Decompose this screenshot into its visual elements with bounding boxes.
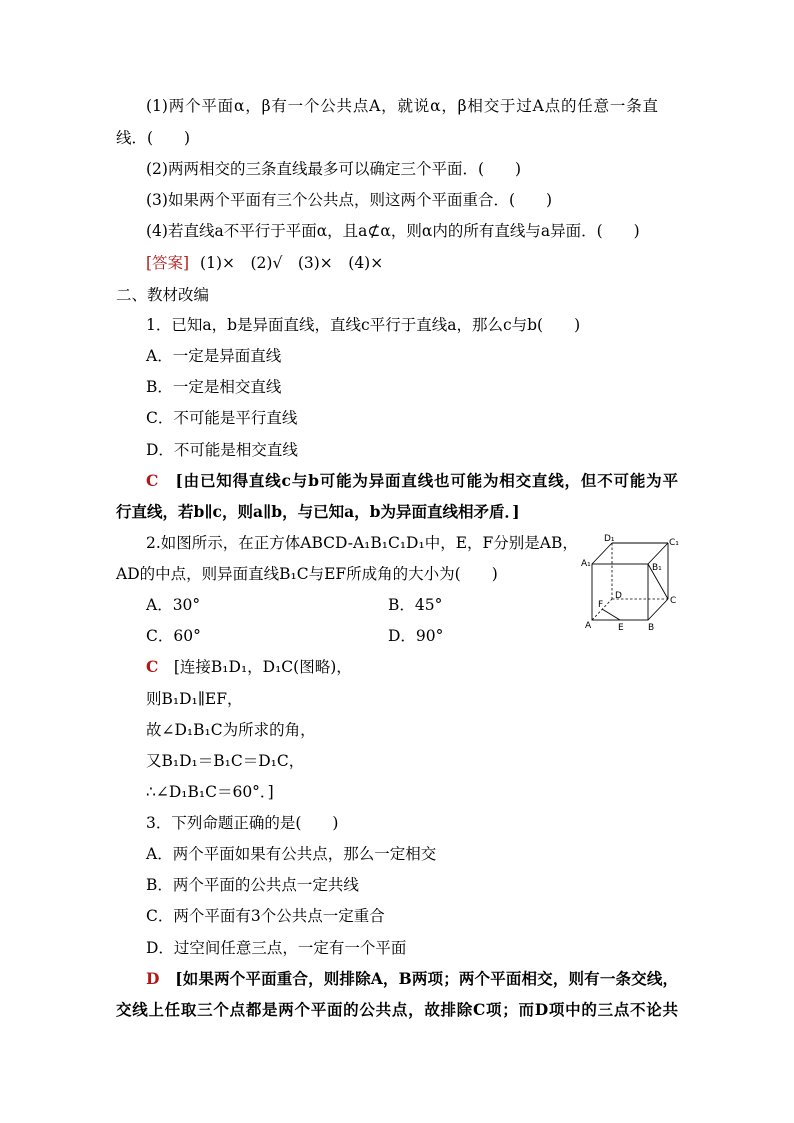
problem1-option-d: D．不可能是相交直线: [146, 441, 298, 459]
problem3-solution-line2: 交线上任取三个点都是两个平面的公共点，故排除C项；而D项中的三点不论共: [116, 1000, 678, 1019]
problem3-option-c: C．两个平面有3个公共点一定重合: [146, 907, 385, 925]
problem1-solution-text1: [由已知得直线c与b可能为异面直线也可能为相交直线，但不可能为平: [175, 471, 678, 490]
section-heading: 二、教材改编: [116, 286, 210, 304]
q3-text: (3)如果两个平面有三个公共点，则这两个平面重合．( ): [146, 191, 553, 209]
problem2-solution-line1: [146, 656, 352, 678]
segment-ef: [602, 609, 620, 620]
label-c: C: [670, 596, 677, 606]
label-d1: D₁: [604, 534, 615, 544]
problem1-answer-letter: C: [146, 471, 159, 490]
problem2-options-row1: [146, 594, 576, 616]
label-f: F: [598, 600, 604, 610]
label-c1: C₁: [669, 538, 679, 548]
problem3-answer-letter: D: [146, 969, 160, 988]
problem2-answer-letter: C: [146, 657, 159, 676]
answer-line: [146, 252, 383, 274]
problem3-option-d: D．过空间任意三点，一定有一个平面: [146, 939, 407, 957]
problem2-solution-text1: [连接B₁D₁，D₁C(图略)，: [173, 658, 352, 676]
problem2-option-d: D．90°: [388, 627, 444, 645]
problem3-solution-line1: [146, 968, 678, 990]
problem3-option-b: B．两个平面的公共点一定共线: [146, 876, 359, 894]
problem2-option-c: C．60°: [146, 627, 201, 645]
answer-tag: [答案]: [146, 254, 190, 272]
edge-b1c1: [648, 543, 668, 564]
cube-figure: [578, 532, 682, 636]
label-a: A: [585, 621, 592, 631]
label-e: E: [618, 623, 624, 633]
edge-a1d1: [592, 543, 612, 564]
problem2-option-a: A．30°: [146, 596, 201, 614]
problem1-solution-line1: [146, 470, 678, 492]
answer-text: (1)× (2)√ (3)× (4)×: [200, 254, 384, 272]
problem2-option-b: B．45°: [388, 596, 443, 614]
problem1-solution-line2: 行直线，若b∥c，则a∥b，与已知a，b为异面直线相矛盾．]: [116, 502, 520, 521]
problem1-stem: 1．已知a，b是异面直线，直线c平行于直线a，那么c与b( ): [146, 316, 581, 334]
q4-text: (4)若直线a不平行于平面α，且a⊄α，则α内的所有直线与a异面．( ): [146, 222, 640, 240]
q2-text: (2)两两相交的三条直线最多可以确定三个平面．( ): [146, 160, 522, 178]
label-d: D: [615, 591, 622, 601]
label-b: B: [648, 623, 655, 633]
problem3-stem: 3．下列命题正确的是( ): [146, 814, 339, 832]
problem2-stem-line1: 2.如图所示，在正方体ABCD-A₁B₁C₁D₁中，E，F分别是AB，: [146, 534, 578, 552]
problem1-option-b: B．一定是相交直线: [146, 378, 282, 396]
problem1-option-a: A．一定是异面直线: [146, 347, 282, 365]
problem2-solution-line4: 又B₁D₁＝B₁C＝D₁C，: [146, 752, 305, 770]
q1-line2: 线．( ): [116, 129, 191, 147]
edge-bc: [648, 599, 668, 620]
label-a1: A₁: [581, 559, 591, 569]
problem3-solution-text1: [如果两个平面重合，则排除A，B两项；两个平面相交，则有一条交线，: [175, 969, 678, 988]
problem3-option-a: A．两个平面如果有公共点，那么一定相交: [146, 845, 437, 863]
label-b1: B₁: [652, 563, 662, 573]
q1-line1: (1)两个平面α，β有一个公共点A，就说α，β相交于过A点的任意一条直: [146, 97, 658, 115]
problem2-stem-line2: AD的中点，则异面直线B₁C与EF所成角的大小为( ): [116, 565, 498, 583]
problem2-solution-line5: ∴∠D₁B₁C＝60°．]: [146, 783, 274, 801]
problem2-solution-line2: 则B₁D₁∥EF，: [146, 690, 243, 708]
problem1-option-c: C．不可能是平行直线: [146, 409, 298, 427]
problem2-options-row2: [146, 625, 576, 647]
problem2-solution-line3: 故∠D₁B₁C为所求的角，: [146, 721, 316, 739]
